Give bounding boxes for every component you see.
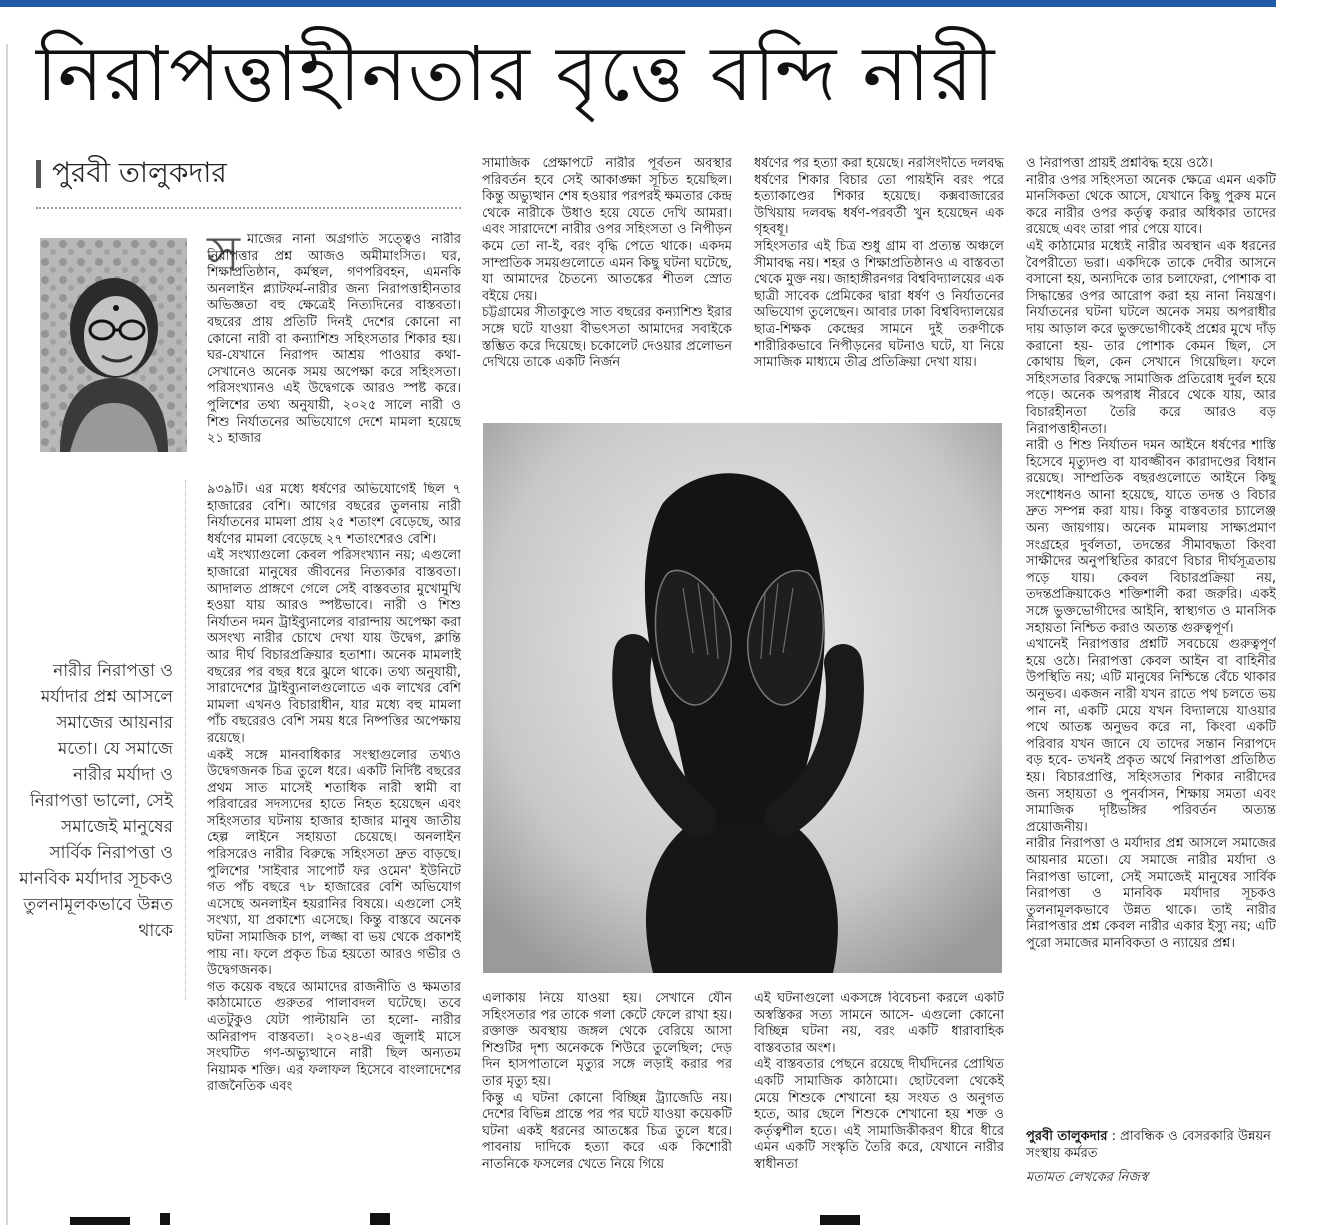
left-margin-rule [6, 44, 8, 1225]
paragraph: সামাজিক প্রেক্ষাপটে নারীর পূর্বতন অবস্থার পরিবর্তন হবে সেই আকাঙ্ক্ষা সূচিত হয়েছিল। কিন্তু অভ্যুত্থান শেষ হওয়ার পরপরই ক্ষমতার কেন্দ্র থেকে নারীকে উধাও হয়ে যেতে দেখি আমরা। এবং সারাদেশে নারীর ওপর সহিংসতা ও নিপীড়ন কমে তো না-ই, বরং বৃদ্ধি পেতে থাকে। একদম সাম্প্রতিক সময়গুলোতে এমন কিছু ঘটনা ঘটেছে, যা আমাদের চৈতন্যে আতঙ্কের শীতল স্রোত বইয়ে দেয়। [482, 156, 732, 304]
next-headline-fragment [0, 1205, 1325, 1225]
column-divider [185, 480, 186, 1000]
cropped-headline-shapes [0, 1205, 1325, 1225]
author-photo [40, 238, 187, 452]
headline: নিরাপত্তাহীনতার বৃত্তে বন্দি নারী [36, 29, 996, 118]
column-3-top [754, 156, 1004, 408]
byline-marker [36, 160, 41, 188]
column-2-bottom [482, 991, 732, 1191]
byline-divider [36, 207, 461, 209]
paragraph: এই কাঠামোর মধ্যেই নারীর অবস্থান এক ধরনের বৈপরীত্যে ভরা। একদিকে তাকে দেবীর আসনে বসানো হয়, অন্যদিকে তার চলাফেরা, পোশাক বা সিদ্ধান্তের ওপর আরোপ করা হয় নানা নিয়ন্ত্রণ। নির্যাতনের ঘটনা ঘটলে অনেক সময় অপরাধীর দায় আড়াল করে ভুক্তভোগীকেই প্রশ্নের মুখে দাঁড় করানো হয়- তার পোশাক কেমন ছিল, সে কোথায় ছিল, কেন সেখানে গিয়েছিল। ফলে সহিংসতার বিরুদ্ধে সামাজিক প্রতিরোধ দুর্বল হয়ে পড়ে। অনেক অপরাধ নীরবে থেকে যায়, আর বিচারহীনতা তৈরি করে আরও বড় নিরাপত্তাহীনতা। [1026, 238, 1276, 437]
paragraph: এলাকায় নিয়ে যাওয়া হয়। সেখানে যৌন সহিংসতার পর তাকে গলা কেটে ফেলে রাখা হয়। রক্তাক্ত অবস্থায় জঙ্গল থেকে বেরিয়ে আসা শিশুটির দৃশ্য অনেককে শিউরে তুলেছিল; দেড় দিন হাসপাতালে মৃত্যুর সঙ্গে লড়াই করার পর তার মৃত্যু হয়। [482, 991, 732, 1089]
paragraph: নারী ও শিশু নির্যাতন দমন আইনে ধর্ষণের শাস্তি হিসেবে মৃত্যুদণ্ড বা যাবজ্জীবন কারাদণ্ডের বিধান রয়েছে। সাম্প্রতিক বছরগুলোতে আইনে কিছু সংশোধনও আনা হয়েছে, যাতে তদন্ত ও বিচার দ্রুত সম্পন্ন করা যায়। কিন্তু বাস্তবতার চ্যালেঞ্জ অন্য জায়গায়। অনেক মামলায় সাক্ষ্যপ্রমাণ সংগ্রহের দুর্বলতা, তদন্তের সীমাবদ্ধতা কিংবা সাক্ষীদের অনুপস্থিতির কারণে বিচার দীর্ঘসূত্রতায় পড়ে যায়। কেবল বিচারপ্রক্রিয়া নয়, তদন্তপ্রক্রিয়াকেও শক্তিশালী করা জরুরি। একই সঙ্গে ভুক্তভোগীদের আইনি, স্বাস্থ্যগত ও মানসিক সহায়তা নিশ্চিত করাও অত্যন্ত গুরুত্বপূর্ণ। [1026, 438, 1276, 636]
paragraph: নারীর নিরাপত্তা ও মর্যাদার প্রশ্ন আসলে সমাজের আয়নার মতো। যে সমাজে নারীর মর্যাদা ও নিরাপত্তা ভালো, সেই সমাজেই মানুষের সার্বিক নিরাপত্তা ও মানবিক মর্যাদার সূচকও তুলনামূলকভাবে উন্নত থাকে। তাই নারীর নিরাপত্তার প্রশ্ন কেবল নারীর একার ইস্যু নয়; এটি পুরো সমাজের মানবিকতা ও ন্যায়ের প্রশ্ন। [1026, 836, 1276, 951]
illustration-woman-covering-face [483, 423, 1002, 973]
column-1-top [207, 232, 461, 478]
column-2-top [482, 156, 732, 408]
paragraph: নারীর ওপর সহিংসতা অনেক ক্ষেত্রে এমন একটি মানসিকতা থেকে আসে, যেখানে কিছু পুরুষ মনে করে নারীর ওপর কর্তৃত্ব করার অধিকার তাদের রয়েছে এবং তারা পার পেয়ে যাবে। [1026, 172, 1276, 238]
author-portrait-image [40, 238, 187, 452]
drop-cap: স [207, 225, 241, 283]
pull-quote: নারীর নিরাপত্তা ও মর্যাদার প্রশ্ন আসলে সমাজের আয়নার মতো। যে সমাজে নারীর মর্যাদা ও নিরাপত্তা ভালো, সেই সমাজেই মানুষের সার্বিক নিরাপত্তা ও মানবিক মর্যাদার সূচকও তুলনামূলকভাবে উন্নত থাকে [19, 661, 173, 941]
silhouette-illustration [483, 423, 1002, 973]
top-accent-bar [0, 0, 1276, 7]
paragraph: একই সঙ্গে মানবাধিকার সংস্থাগুলোর তথ্যও উদ্বেগজনক চিত্র তুলে ধরে। একটি নির্দিষ্ট বছরের প্রথম সাত মাসেই শতাধিক নারী স্বামী বা পরিবারের সদস্যদের হাতে নিহত হয়েছেন এবং সহিংসতার ঘটনায় হাজার হাজার মানুষ জাতীয় হেল্প লাইনে সহায়তা চেয়েছে। অনলাইন পরিসরেও নারীর বিরুদ্ধে সহিংসতা দ্রুত বাড়ছে। পুলিশের 'সাইবার সাপোর্ট ফর ওমেন' ইউনিটে গত পাঁচ বছরে ৭৮ হাজারের বেশি অভিযোগ এসেছে অনলাইন হয়রানির বিষয়ে। এগুলো সেই সংখ্যা, যা প্রকাশ্যে এসেছে। কিন্তু বাস্তবে অনেক ঘটনা সামাজিক চাপ, লজ্জা বা ভয় থেকে প্রকাশই পায় না। ফলে প্রকৃত চিত্র হয়তো আরও গভীর ও উদ্বেগজনক। [207, 747, 461, 979]
column-4 [1026, 156, 1276, 1124]
paragraph: কিন্তু এ ঘটনা কোনো বিচ্ছিন্ন ট্র্যাজেডি নয়। দেশের বিভিন্ন প্রান্তে পর পর ঘটে যাওয়া কয়েকটি ঘটনা একই ধরনের আতঙ্কের চিত্র তুলে ধরে। পাবনায় দাদিকে হত্যা করে এক কিশোরী নাতনিকে ফসলের খেতে নিয়ে গিয়ে [482, 1090, 732, 1172]
paragraph: ও নিরাপত্তা প্রায়ই প্রশ্নবিদ্ধ হয়ে ওঠে। [1026, 156, 1213, 171]
column-3-bottom [754, 991, 1004, 1191]
paragraph: ধর্ষণের পর হত্যা করা হয়েছে। নরসিংদীতে দলবদ্ধ ধর্ষণের শিকার বিচার তো পায়ইনি বরং পরে হত্যাকাণ্ডের শিকার হয়েছে। কক্সবাজারের উখিয়ায় দলবদ্ধ ধর্ষণ-পরবর্তী খুন হয়েছেন এক গৃহবধূ। [754, 156, 1004, 238]
paragraph: এখানেই নিরাপত্তার প্রশ্নটি সবচেয়ে গুরুত্বপূর্ণ হয়ে ওঠে। নিরাপত্তা কেবল আইন বা বাহিনীর উপস্থিতি নয়; এটি মানুষের নিশ্চিন্তে বেঁচে থাকার অনুভব। একজন নারী যখন রাতে পথ চলতে ভয় পান না, একটি মেয়ে যখন বিদ্যালয়ে যাওয়ার পথে আতঙ্ক অনুভব করে না, কিংবা একটি পরিবার যখন জানে যে তাদের সন্তান নিরাপদে বড় হবে- তখনই প্রকৃত অর্থে নিরাপত্তা প্রতিষ্ঠিত হয়। বিচারপ্রাপ্তি, সহিংসতার শিকার নারীদের জন্য সহায়তা ও পুনর্বাসন, শিক্ষায় সমতা এবং সামাজিক দৃষ্টিভঙ্গির পরিবর্তন অত্যন্ত প্রয়োজনীয়। [1026, 637, 1276, 835]
paragraph: এই সংখ্যাগুলো কেবল পরিসংখ্যান নয়; এগুলো হাজারো মানুষের জীবনের নিত্যকার বাস্তবতা। আদালত প্রাঙ্গণে গেলে সেই বাস্তবতার মুখোমুখি হওয়া যায় আরও স্পষ্টভাবে। নারী ও শিশু নির্যাতন দমন ট্রাইব্যুনালের বারান্দায় অপেক্ষা করা অসংখ্য নারীর চোখে দেখা যায় উদ্বেগ, ক্লান্তি আর দীর্ঘ বিচারপ্রক্রিয়ার হতাশা। অনেক মামলাই বছরের পর বছর ধরে ঝুলে থাকে। তথ্য অনুযায়ী, সারাদেশের ট্রাইব্যুনালগুলোতে এক লাখের বেশি মামলা এখনও বিচারাধীন, যার মধ্যে বহু মামলা পাঁচ বছরেরও বেশি সময় ধরে নিষ্পত্তির অপেক্ষায় রয়েছে। [207, 548, 461, 746]
paragraph: মাজের নানা অগ্রগতি সত্ত্বেও নারীর নিরাপত্তার প্রশ্ন আজও অমীমাংসিত। ঘর, শিক্ষাপ্রতিষ্ঠান, কর্মস্থল, গণপরিবহন, এমনকি অনলাইন প্ল্যাটফর্ম-নারীর জন্য নিরাপত্তাহীনতার অভিজ্ঞতা বহু ক্ষেত্রেই নিত্যদিনের বাস্তবতা। বছরের প্রায় প্রতিটি দিনই দেশের কোনো না কোনো নারী বা কন্যাশিশু সহিংসতার শিকার হয়। ঘর-যেখানে নিরাপদ আশ্রয় পাওয়ার কথা-সেখানেও অনেক সময় অপেক্ষা করে সহিংসতা। পরিসংখ্যানও এই উদ্বেগকে আরও স্পষ্ট করে। পুলিশের তথ্য অনুযায়ী, ২০২৫ সালে নারী ও শিশু নির্যাতনের অভিযোগে দেশে মামলা হয়েছে ২১ হাজার [207, 232, 461, 447]
paragraph: গত কয়েক বছরে আমাদের রাজনীতি ও ক্ষমতার কাঠামোতে গুরুতর পালাবদল ঘটেছে। তবে এতটুকুও যেটা পাল্টায়নি তা হলো- নারীর অনিরাপদ বাস্তবতা। ২০২৪-এর জুলাই মাসে সংঘটিত গণ-অভ্যুত্থানে নারী ছিল অন্যতম নিয়ামক শক্তি। এর ফলাফল হিসেবে বাংলাদেশের রাজনৈতিক এবং [207, 979, 461, 1095]
paragraph: ৯৩৯টি। এর মধ্যে ধর্ষণের অভিযোগেই ছিল ৭ হাজারের বেশি। আগের বছরের তুলনায় নারী নির্যাতনের মামলা প্রায় ২৫ শতাংশ বেড়েছে, আর ধর্ষণের মামলা বেড়েছে ২৭ শতাংশেরও বেশি। [207, 482, 461, 547]
author-note-description: : প্রাবন্ধিক ও বেসরকারি উন্নয়ন সংস্থায় কর্মরত [1026, 1129, 1271, 1161]
column-1-bottom [207, 482, 461, 1190]
paragraph: সহিংসতার এই চিত্র শুধু গ্রাম বা প্রত্যন্ত অঞ্চলে সীমাবদ্ধ নয়। শহর ও শিক্ষাপ্রতিষ্ঠানও এ বাস্তবতা থেকে মুক্ত নয়। জাহাঙ্গীরনগর বিশ্ববিদ্যালয়ের এক ছাত্রী সাবেক প্রেমিকের দ্বারা ধর্ষণ ও নির্যাতনের অভিযোগ তুলেছেন। আবার ঢাকা বিশ্ববিদ্যালয়ের ছাত্র-শিক্ষক কেন্দ্রের সামনে দুই তরুণীকে শারীরিকভাবে নিপীড়নের ঘটনাও ঘটে, যা নিয়ে সামাজিক মাধ্যমে তীব্র প্রতিক্রিয়া দেখা যায়। [754, 238, 1004, 371]
opinion-disclaimer: মতামত লেখকের নিজস্ব [1026, 1170, 1148, 1185]
byline-author: পুরবী তালুকদার [52, 156, 227, 189]
paragraph: চট্টগ্রামের সীতাকুণ্ডে সাত বছরের কন্যাশিশু ইরার সঙ্গে ঘটে যাওয়া বীভৎসতা আমাদের সবাইকে স্তম্ভিত করে দিয়েছে। চকোলেট দেওয়ার প্রলোভন দেখিয়ে তাকে একটি নির্জন [482, 305, 732, 371]
author-note-name: পুরবী তালুকদার [1026, 1129, 1108, 1144]
paragraph: এই ঘটনাগুলো একসঙ্গে বিবেচনা করলে একটি অস্বস্তিকর সত্য সামনে আসে- এগুলো কোনো বিচ্ছিন্ন ঘটনা নয়, বরং একটি ধারাবাহিক বাস্তবতার অংশ। [754, 991, 1004, 1056]
paragraph: এই বাস্তবতার পেছনে রয়েছে দীর্ঘদিনের প্রোথিত একটি সামাজিক কাঠামো। ছোটবেলা থেকেই মেয়ে শিশুকে শেখানো হয় সংযত ও অনুগত হতে, আর ছেলে শিশুকে শেখানো হয় শক্ত ও কর্তৃত্বশীল হতে। এই সামাজিকীকরণ ধীরে ধীরে এমন একটি সংস্কৃতি তৈরি করে, যেখানে নারীর স্বাধীনতা [754, 1057, 1004, 1172]
author-note [1026, 1128, 1276, 1162]
